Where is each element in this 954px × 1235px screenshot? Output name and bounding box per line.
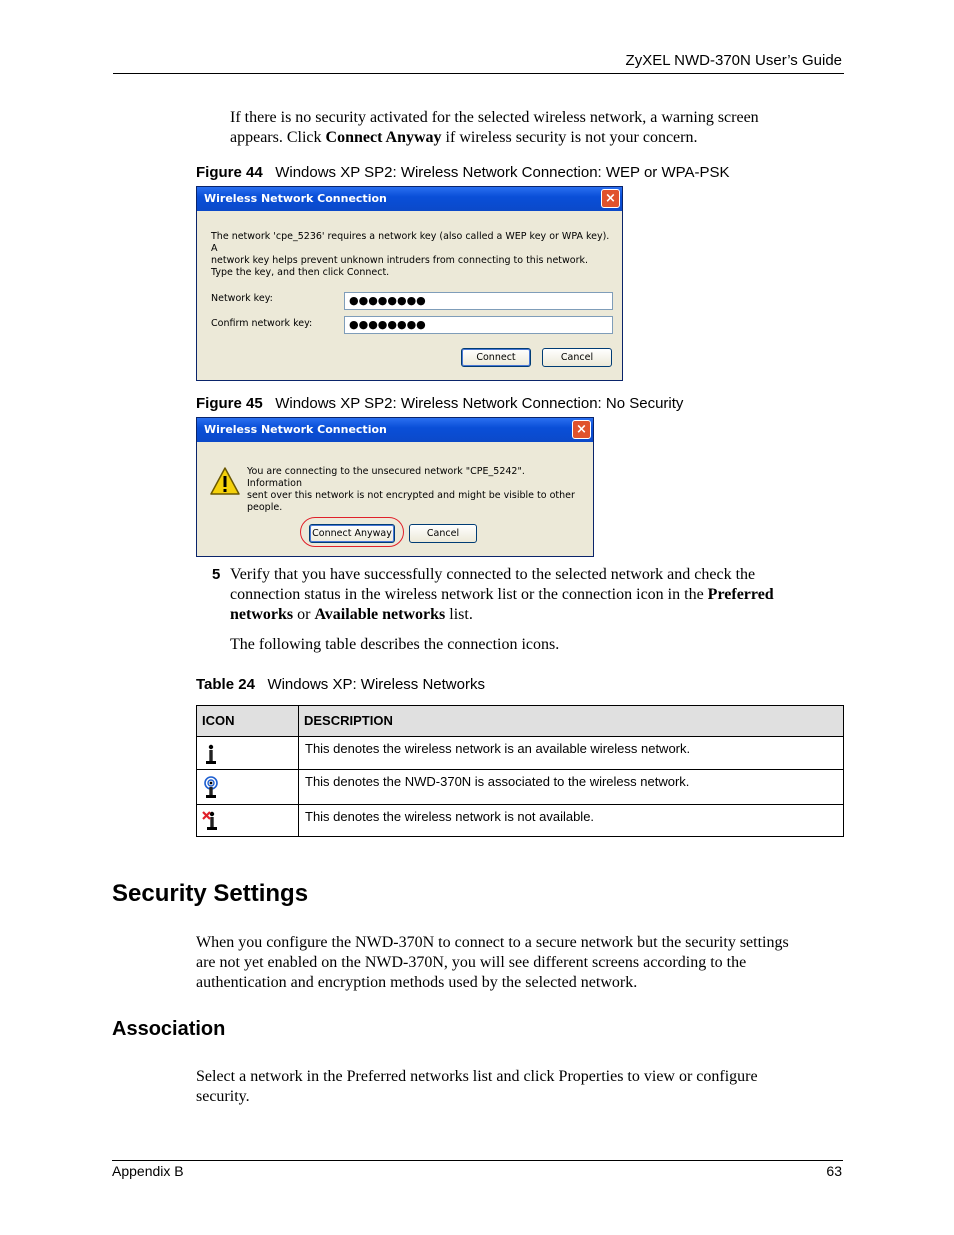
header-rule: [113, 73, 844, 74]
connect-button[interactable]: Connect: [461, 348, 531, 367]
available-network-icon: [204, 744, 218, 766]
intro-line-1: If there is no security activated for the selected wireless network, a warning screen: [230, 109, 759, 126]
table-24-caption: [196, 676, 485, 693]
figure-45-caption: [196, 395, 683, 412]
confirm-key-input[interactable]: ●●●●●●●●: [344, 316, 613, 334]
description-cell: This denotes the wireless network is not available.: [299, 805, 844, 837]
icon-cell: [197, 770, 299, 805]
preferred-term: Preferred: [707, 586, 774, 603]
dialog-message: The network 'cpe_5236' requires a network key (also called a WEP key or WPA key). A network key helps prevent unknown intruders from connecting to this network.: [211, 231, 610, 266]
close-icon[interactable]: ×: [572, 420, 591, 439]
network-key-input[interactable]: ●●●●●●●●: [344, 292, 613, 310]
table-24-caption-text: Windows XP: Wireless Networks: [267, 676, 485, 693]
figure-45-label: Figure 45: [196, 395, 263, 412]
footer-section: Appendix B: [112, 1163, 184, 1179]
unavailable-network-icon: [202, 810, 220, 832]
associated-network-icon: [202, 776, 220, 800]
description-cell: This denotes the wireless network is an available wireless network.: [299, 737, 844, 770]
table-row: [197, 805, 844, 837]
table-row: [197, 770, 844, 805]
table-row: [197, 737, 844, 770]
available-networks-term: Available networks: [314, 606, 446, 623]
description-column-header: DESCRIPTION: [299, 706, 844, 737]
warning-icon: [209, 466, 241, 496]
connection-icons-table: [196, 705, 844, 837]
figure-44-caption: [196, 164, 730, 181]
network-key-label: Network key:: [211, 293, 273, 304]
cancel-button[interactable]: Cancel: [542, 348, 612, 367]
dialog-title: Wireless Network Connection: [204, 192, 387, 205]
intro-paragraph: [230, 108, 844, 148]
page-number: 63: [826, 1163, 842, 1179]
close-icon[interactable]: ×: [601, 189, 620, 208]
table-24-label: Table 24: [196, 676, 255, 693]
icon-cell: [197, 805, 299, 837]
dialog-instruction: Type the key, and then click Connect.: [211, 267, 390, 278]
footer-rule: [112, 1160, 843, 1161]
security-settings-heading: Security Settings: [112, 880, 309, 907]
dialog-title-bar: [197, 187, 622, 211]
description-cell: This denotes the NWD-370N is associated to the wireless network.: [299, 770, 844, 805]
dialog-message: You are connecting to the unsecured network "CPE_5242". Information sent over this network is not encrypted and might be visible to other people.: [247, 466, 575, 513]
wep-key-dialog: [196, 186, 623, 381]
figure-45-caption-text: Windows XP SP2: Wireless Network Connection: No Security: [275, 395, 684, 412]
cancel-button[interactable]: Cancel: [409, 524, 477, 543]
association-heading: Association: [112, 1018, 226, 1040]
intro-line-2: appears. Click Connect Anyway if wireless security is not your concern.: [230, 129, 698, 146]
networks-term: networks: [230, 606, 294, 623]
icon-cell: [197, 737, 299, 770]
figure-44-caption-text: Windows XP SP2: Wireless Network Connection: WEP or WPA-PSK: [275, 164, 730, 181]
dialog-title-bar: [197, 418, 593, 442]
confirm-key-label: Confirm network key:: [211, 318, 313, 329]
connect-anyway-button[interactable]: Connect Anyway: [309, 524, 395, 543]
security-settings-paragraph: When you configure the NWD-370N to connect to a secure network but the security settings are not yet enabled on the NWD-370N, you will see different screens according to the authentication and encryption methods used by the selected network.: [196, 934, 789, 991]
figure-44-label: Figure 44: [196, 164, 263, 181]
unsecured-network-dialog: [196, 417, 594, 557]
step-number: 5: [212, 566, 221, 583]
step-5-text: Verify that you have successfully connected to the selected network and check the connection status in the wireless network list or the connection icon in the Preferred networks or Available networks list.: [230, 566, 774, 623]
icon-column-header: ICON: [197, 706, 299, 737]
table-intro: The following table describes the connection icons.: [230, 636, 560, 653]
table-header-row: [197, 706, 844, 737]
dialog-title: Wireless Network Connection: [204, 423, 387, 436]
association-paragraph: Select a network in the Preferred networks list and click Properties to view or configure security.: [196, 1068, 758, 1105]
connect-anyway-term: Connect Anyway: [325, 129, 442, 146]
header-title: ZyXEL NWD-370N User’s Guide: [625, 52, 842, 69]
